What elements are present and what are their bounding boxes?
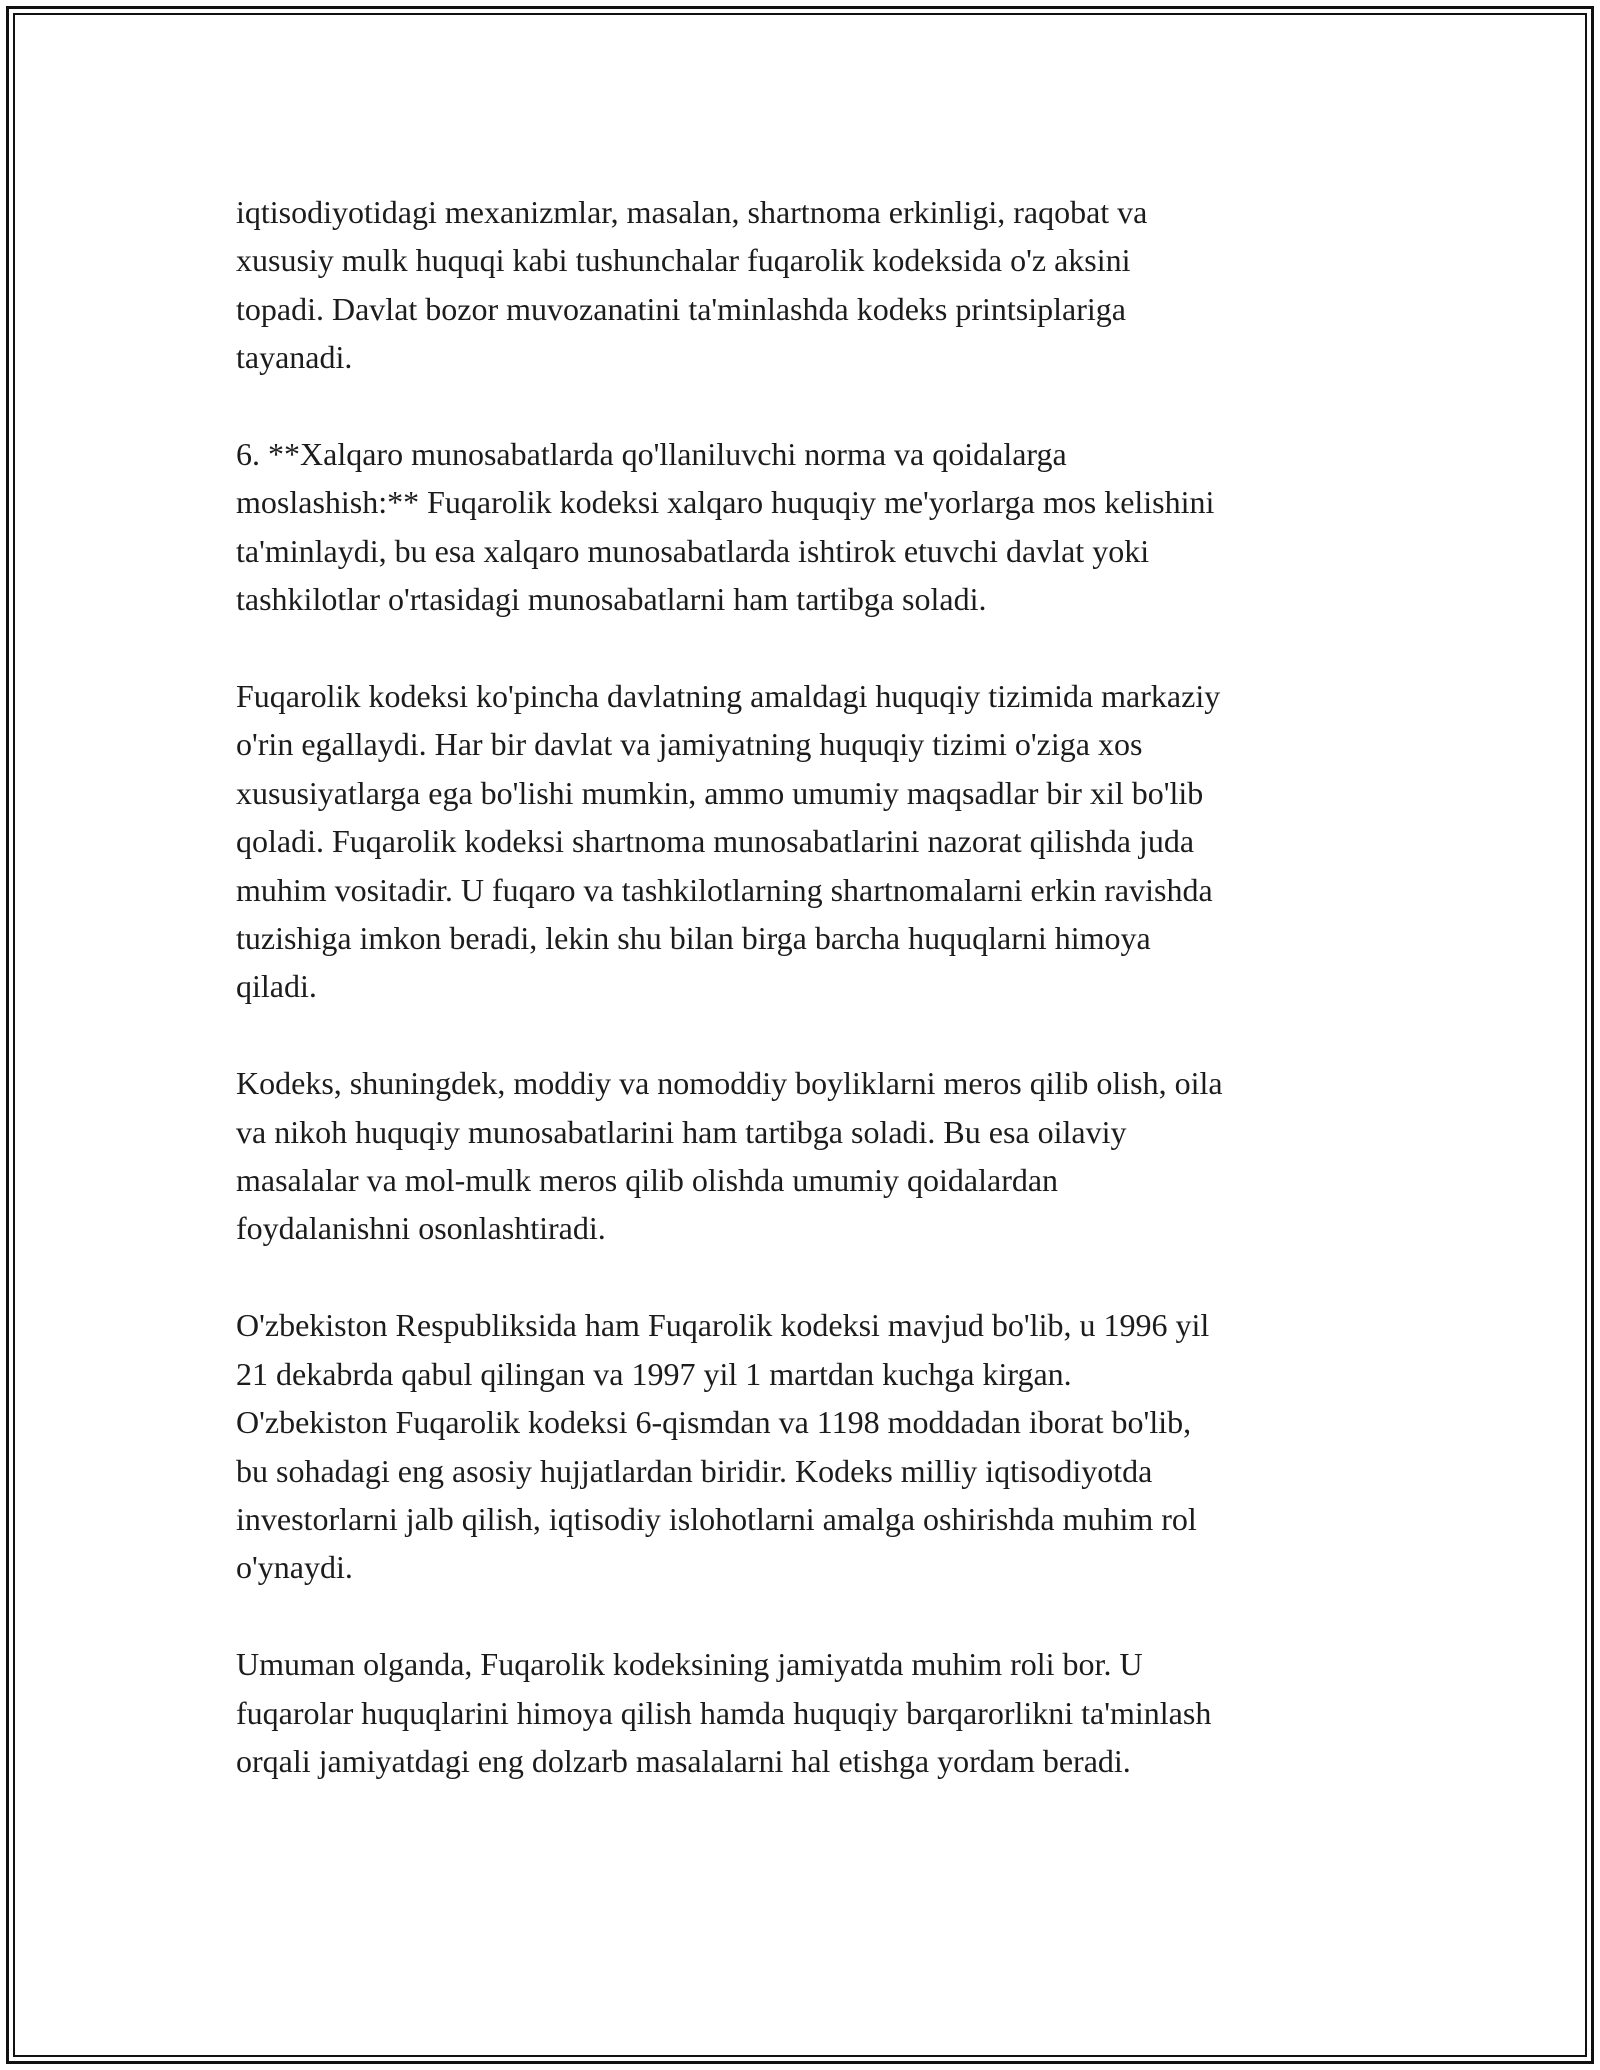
- paragraph-conclusion: Umuman olganda, Fuqarolik kodeksining jamiyatda muhim roli bor. U fuqarolar huquqlarini himoya qilish hamda huquqiy barqarorlikni ta'minlash orqali jamiyatdagi eng dolzarb masalalarni hal etishga yordam beradi.: [236, 1646, 1212, 1779]
- paragraph-market-mechanisms: iqtisodiyotidagi mexanizmlar, masalan, shartnoma erkinligi, raqobat va xususiy mulk huquqi kabi tushunchalar fuqarolik kodeksida o'z aksini topadi. Davlat bozor muvozanatini ta'minlashda kodeks printsiplariga tayanadi.: [236, 194, 1148, 376]
- paragraph-inheritance-family: Kodeks, shuningdek, moddiy va nomoddiy boyliklarni meros qilib olish, oila va nikoh huquqiy munosabatlarini ham tartibga soladi. Bu esa oilaviy masalalar va mol-mulk meros qilib olishda umumiy qoidalardan foydalanishni osonlashtiradi.: [236, 1065, 1223, 1247]
- paragraph-international-norms: 6. **Xalqaro munosabatlarda qo'llaniluvchi norma va qoidalarga moslashish:** Fuqarolik kodeksi xalqaro huquqiy me'yorlarga mos kelishini ta'minlaydi, bu esa xalqaro munosabatlarda ishtirok etuvchi davlat yoki tashkilotlar o'rtasidagi munosabatlarni ham tartibga soladi.: [236, 436, 1215, 618]
- paragraph-central-role: Fuqarolik kodeksi ko'pincha davlatning amaldagi huquqiy tizimida markaziy o'rin egallaydi. Har bir davlat va jamiyatning huquqiy tizimi o'ziga xos xususiyatlarga ega bo'lishi mumkin, ammo umumiy maqsadlar bir xil bo'lib qoladi. Fuqarolik kodeksi shartnoma munosabatlarini nazorat qilishda juda muhim vositadir. U fuqaro va tashkilotlarning shartnomalarni erkin ravishda tuzishiga imkon beradi, lekin shu bilan birga barcha huquqlarni himoya qiladi.: [236, 678, 1221, 1005]
- document-body: [236, 188, 1376, 1785]
- paragraph-uzbekistan-code: O'zbekiston Respubliksida ham Fuqarolik kodeksi mavjud bo'lib, u 1996 yil 21 dekabrda qabul qilingan va 1997 yil 1 martdan kuchga kirgan. O'zbekiston Fuqarolik kodeksi 6-qismdan va 1198 moddadan iborat bo'lib, bu sohadagi eng asosiy hujjatlardan biridir. Kodeks milliy iqtisodiyotda investorlarni jalb qilish, iqtisodiy islohotlarni amalga oshirishda muhim rol o'ynaydi.: [236, 1307, 1210, 1586]
